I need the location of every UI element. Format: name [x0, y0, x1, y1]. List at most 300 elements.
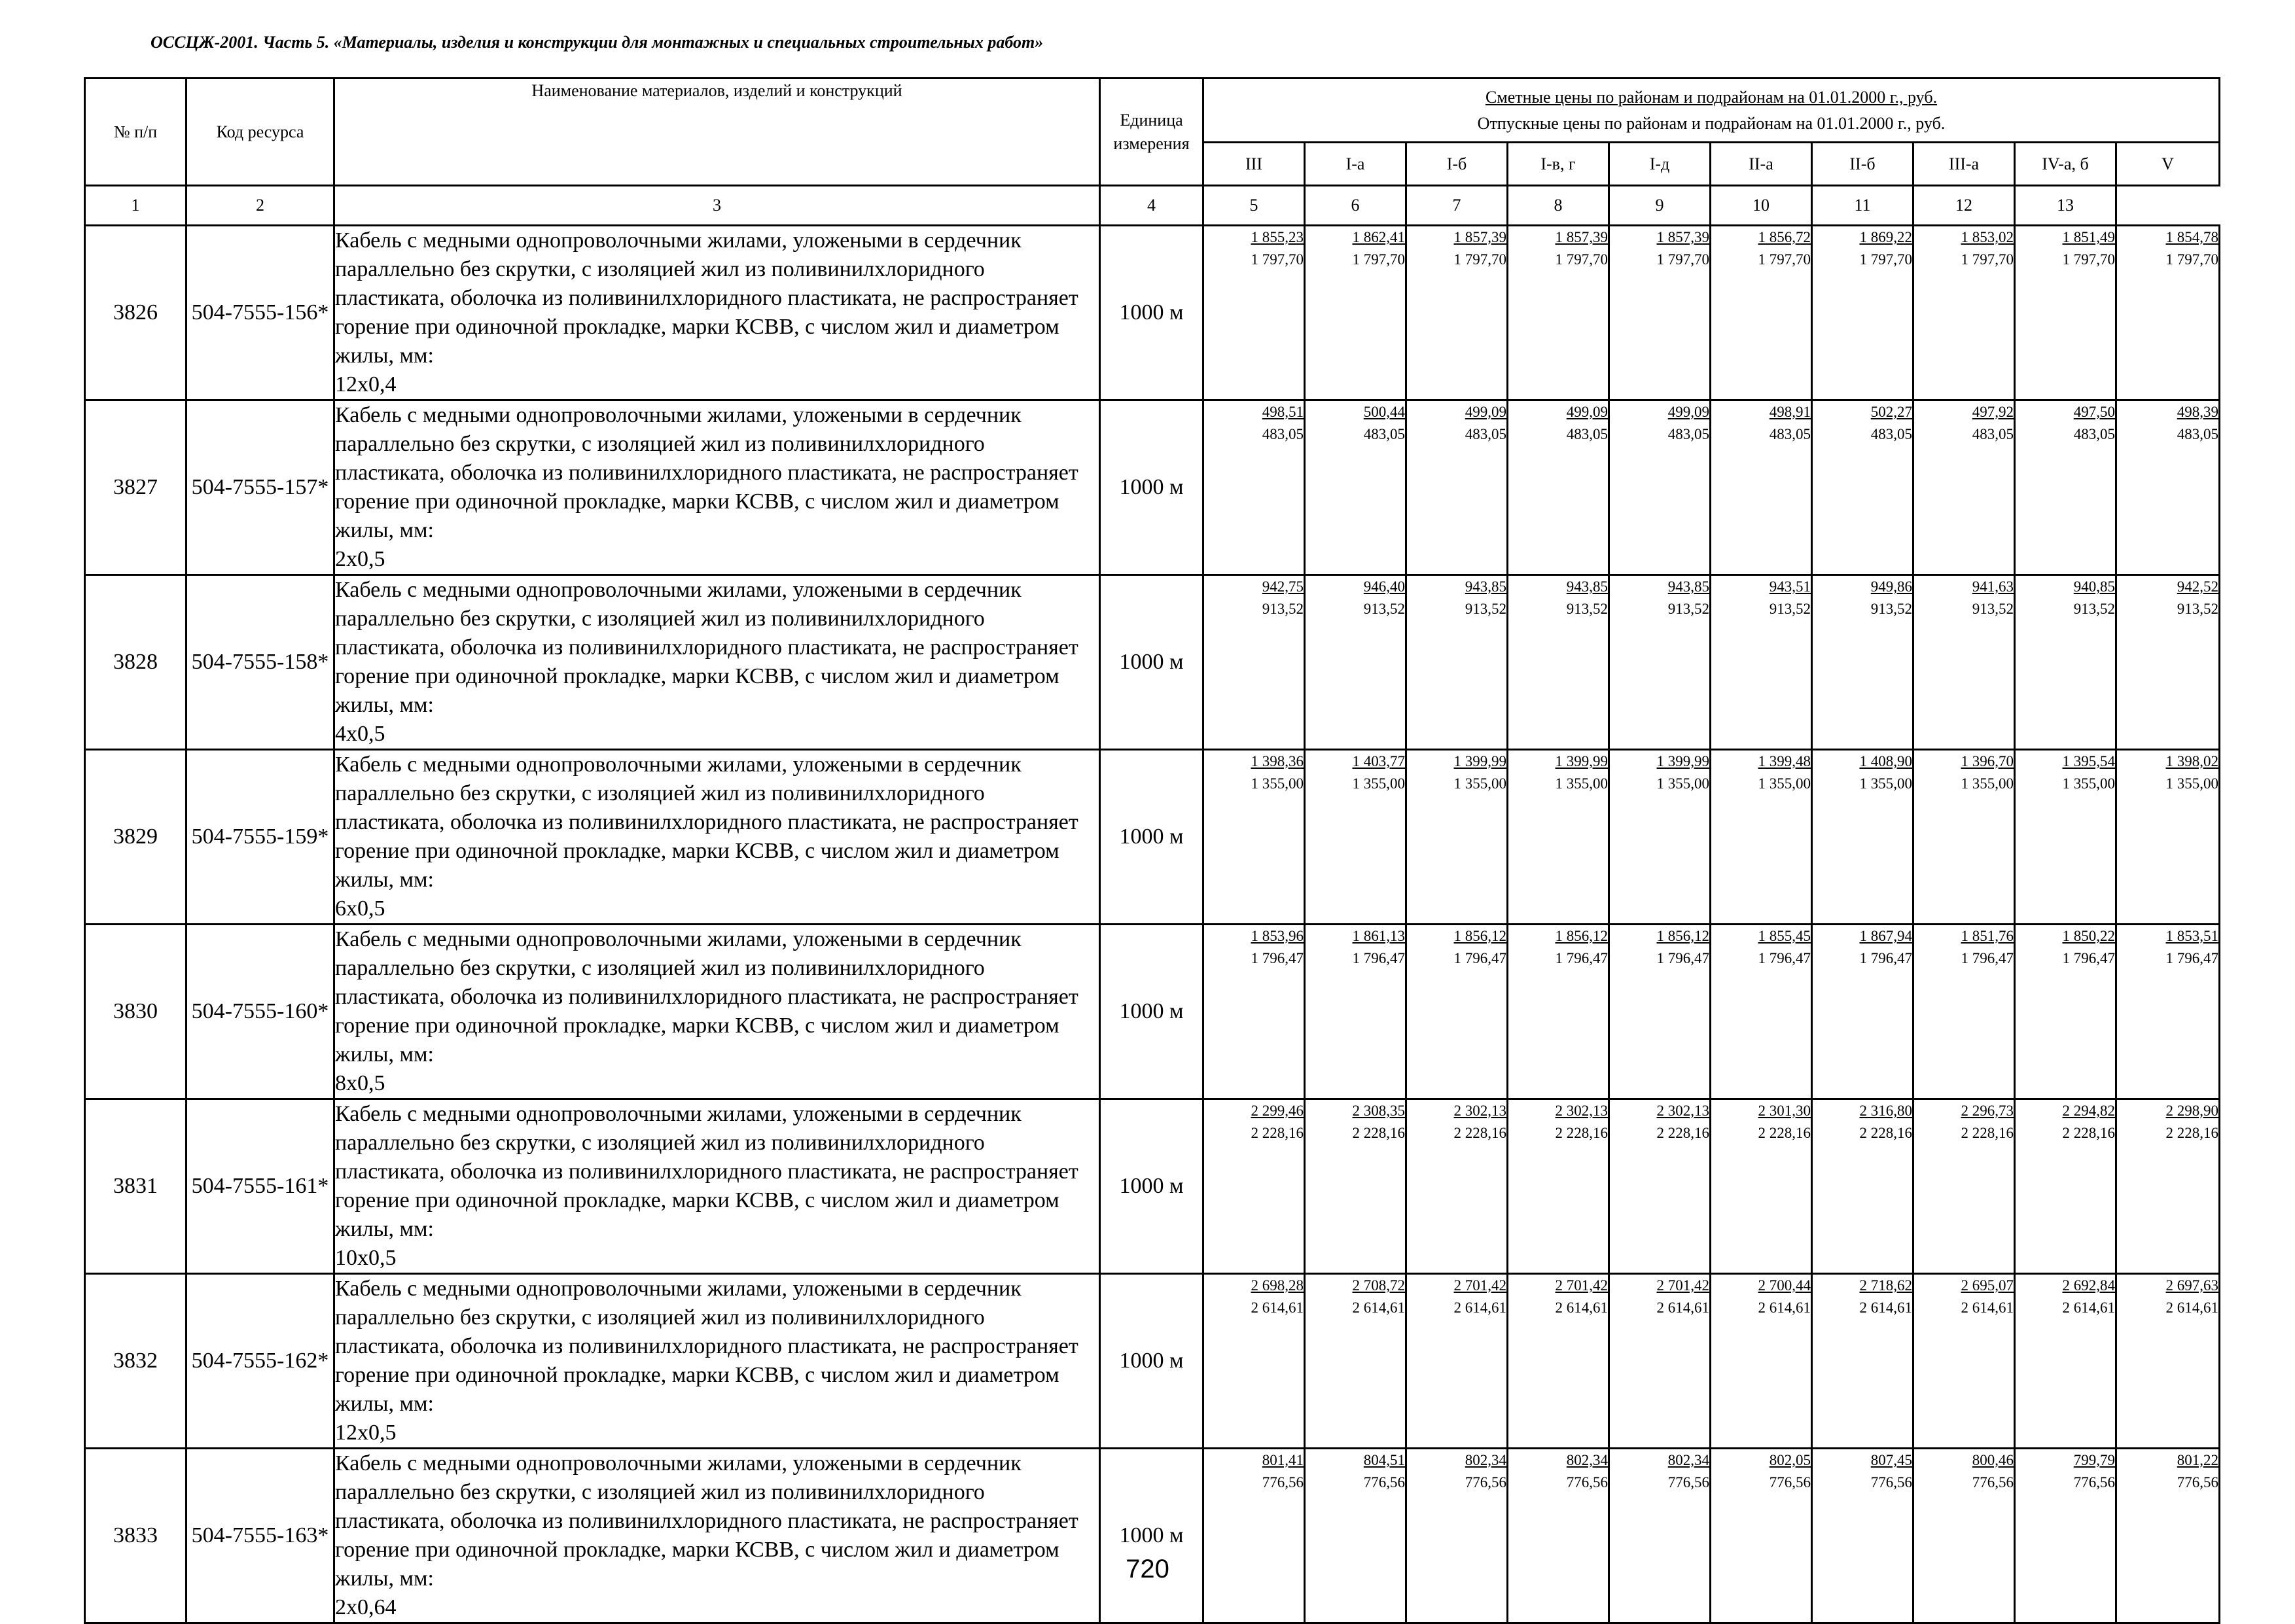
release-price: 483,05 [1262, 426, 1304, 442]
table-row [85, 400, 2220, 575]
estimate-price: 1 856,72 [1758, 229, 1811, 245]
estimate-price: 801,41 [1262, 1452, 1304, 1468]
header-unit: Единица измерения [1100, 79, 1203, 186]
estimate-price: 497,92 [1972, 404, 2014, 420]
estimate-price: 943,85 [1465, 578, 1506, 595]
unit-of-measure: 1000 м [1100, 750, 1203, 925]
header-region: I-в, г [1508, 143, 1609, 186]
header-release-prices: Отпускные цены по районам и подрайонам на 01.01.2000 г., руб. [1477, 113, 1946, 133]
header-region: I-б [1406, 143, 1508, 186]
unit-of-measure: 1000 м [1100, 575, 1203, 750]
estimate-price: 499,09 [1667, 404, 1709, 420]
price-cell [1913, 226, 2015, 400]
estimate-price: 1 398,36 [1251, 753, 1304, 769]
estimate-price: 2 302,13 [1453, 1103, 1506, 1119]
material-size: 2х0,64 [335, 1595, 397, 1619]
material-size: 2х0,5 [335, 547, 385, 571]
estimate-price: 1 399,99 [1453, 753, 1506, 769]
estimate-price: 1 867,94 [1859, 928, 1912, 944]
price-cell [1203, 1449, 1305, 1623]
unit-of-measure: 1000 м [1100, 400, 1203, 575]
price-cell [1406, 1274, 1508, 1449]
price-cell [1305, 575, 1406, 750]
table-row [85, 750, 2220, 925]
price-cell [1609, 1274, 1711, 1449]
estimate-price: 1 856,12 [1453, 928, 1506, 944]
price-cell [1812, 750, 1913, 925]
release-price: 483,05 [1363, 426, 1405, 442]
release-price: 1 797,70 [1352, 251, 1405, 268]
release-price: 2 228,16 [1656, 1125, 1709, 1141]
table-row [85, 1449, 2220, 1623]
price-cell [1305, 1274, 1406, 1449]
estimate-price: 2 316,80 [1859, 1103, 1912, 1119]
estimate-price: 2 298,90 [2165, 1103, 2219, 1119]
price-cell [1609, 1449, 1711, 1623]
release-price: 1 355,00 [1555, 775, 1608, 792]
release-price: 2 228,16 [1251, 1125, 1304, 1141]
price-cell [1913, 750, 2015, 925]
price-cell [1711, 400, 1812, 575]
header-region: III [1203, 143, 1305, 186]
unit-of-measure: 1000 м [1100, 1274, 1203, 1449]
unit-of-measure: 1000 м [1100, 226, 1203, 400]
price-cell [2015, 400, 2116, 575]
price-table [84, 77, 2220, 1624]
price-cell [1609, 1099, 1711, 1274]
price-cell [1913, 1449, 2015, 1623]
release-price: 2 228,16 [1453, 1125, 1506, 1141]
estimate-price: 2 299,46 [1251, 1103, 1304, 1119]
price-cell [1406, 400, 1508, 575]
estimate-price: 1 851,76 [1961, 928, 2014, 944]
estimate-price: 1 857,39 [1453, 229, 1506, 245]
release-price: 2 614,61 [1453, 1299, 1506, 1316]
material-description: Кабель с медными однопроволочными жилами, уложеными в сердечник параллельно без скрутки, с изоляцией жил из поливинилхлоридного пластиката, оболочка из поливинилхлоридного пластиката, не распространяет горение при одиночной прокладке, марки КСВВ, с числом жил и диаметром жилы, мм: [335, 578, 1078, 717]
price-cell [1203, 226, 1305, 400]
estimate-price: 941,63 [1972, 578, 2014, 595]
price-cell [1913, 1274, 2015, 1449]
header-num: № п/п [85, 79, 187, 186]
estimate-price: 800,46 [1972, 1452, 2014, 1468]
price-cell [1609, 750, 1711, 925]
price-cell [2116, 575, 2220, 750]
price-cell [1508, 1099, 1609, 1274]
release-price: 2 614,61 [2062, 1299, 2115, 1316]
row-number: 3826 [85, 226, 187, 400]
release-price: 1 796,47 [1961, 950, 2014, 966]
price-cell [1406, 1449, 1508, 1623]
estimate-price: 943,85 [1566, 578, 1608, 595]
estimate-price: 1 855,45 [1758, 928, 1811, 944]
release-price: 1 355,00 [2165, 775, 2219, 792]
release-price: 483,05 [1870, 426, 1912, 442]
release-price: 776,56 [1870, 1474, 1912, 1491]
release-price: 913,52 [1566, 601, 1608, 617]
price-cell [1812, 400, 1913, 575]
release-price: 1 797,70 [1555, 251, 1608, 268]
estimate-price: 498,91 [1769, 404, 1811, 420]
estimate-price: 2 296,73 [1961, 1103, 2014, 1119]
release-price: 913,52 [1972, 601, 2014, 617]
release-price: 913,52 [2073, 601, 2115, 617]
release-price: 483,05 [1972, 426, 2014, 442]
price-cell [1609, 575, 1711, 750]
estimate-price: 1 851,49 [2062, 229, 2115, 245]
release-price: 1 355,00 [1758, 775, 1811, 792]
estimate-price: 497,50 [2073, 404, 2115, 420]
resource-code: 504-7555-163* [187, 1449, 334, 1623]
estimate-price: 801,22 [2177, 1452, 2219, 1468]
column-number: 12 [1913, 186, 2015, 226]
price-cell [1812, 1449, 1913, 1623]
row-number: 3831 [85, 1099, 187, 1274]
material-name [334, 925, 1100, 1099]
release-price: 776,56 [1667, 1474, 1709, 1491]
column-number-row [85, 186, 2220, 226]
table-body [85, 226, 2220, 1623]
estimate-price: 499,09 [1465, 404, 1506, 420]
material-description: Кабель с медными однопроволочными жилами, уложеными в сердечник параллельно без скрутки, с изоляцией жил из поливинилхлоридного пластиката, оболочка из поливинилхлоридного пластиката, не распространяет горение при одиночной прокладке, марки КСВВ, с числом жил и диаметром жилы, мм: [335, 228, 1078, 368]
table-row [85, 1274, 2220, 1449]
table-header [85, 79, 2220, 226]
estimate-price: 2 718,62 [1859, 1277, 1912, 1294]
price-cell [2015, 575, 2116, 750]
price-cell [1406, 575, 1508, 750]
price-cell [1406, 925, 1508, 1099]
release-price: 776,56 [1769, 1474, 1811, 1491]
material-description: Кабель с медными однопроволочными жилами, уложеными в сердечник параллельно без скрутки, с изоляцией жил из поливинилхлоридного пластиката, оболочка из поливинилхлоридного пластиката, не распространяет горение при одиночной прокладке, марки КСВВ, с числом жил и диаметром жилы, мм: [335, 752, 1078, 892]
price-cell [1812, 1099, 1913, 1274]
resource-code: 504-7555-158* [187, 575, 334, 750]
estimate-price: 2 308,35 [1352, 1103, 1405, 1119]
estimate-price: 1 857,39 [1656, 229, 1709, 245]
material-name [334, 1274, 1100, 1449]
release-price: 1 355,00 [2062, 775, 2115, 792]
release-price: 2 614,61 [1251, 1299, 1304, 1316]
row-number: 3829 [85, 750, 187, 925]
header-prices [1203, 79, 2220, 143]
estimate-price: 1 395,54 [2062, 753, 2115, 769]
price-cell [1508, 1449, 1609, 1623]
release-price: 1 797,70 [1251, 251, 1304, 268]
release-price: 1 796,47 [2062, 950, 2115, 966]
estimate-price: 1 853,02 [1961, 229, 2014, 245]
price-cell [2015, 1274, 2116, 1449]
table-row [85, 1099, 2220, 1274]
estimate-price: 500,44 [1363, 404, 1405, 420]
estimate-price: 1 856,12 [1656, 928, 1709, 944]
estimate-price: 2 692,84 [2062, 1277, 2115, 1294]
price-cell [1305, 226, 1406, 400]
price-cell [1305, 1099, 1406, 1274]
release-price: 2 228,16 [1555, 1125, 1608, 1141]
release-price: 2 228,16 [1352, 1125, 1405, 1141]
price-cell [1812, 226, 1913, 400]
estimate-price: 1 408,90 [1859, 753, 1912, 769]
release-price: 1 797,70 [1656, 251, 1709, 268]
price-cell [1305, 1449, 1406, 1623]
release-price: 483,05 [2177, 426, 2219, 442]
price-cell [1609, 925, 1711, 1099]
price-cell [2116, 400, 2220, 575]
price-cell [2015, 226, 2116, 400]
material-description: Кабель с медными однопроволочными жилами, уложеными в сердечник параллельно без скрутки, с изоляцией жил из поливинилхлоридного пластиката, оболочка из поливинилхлоридного пластиката, не распространяет горение при одиночной прокладке, марки КСВВ, с числом жил и диаметром жилы, мм: [335, 1102, 1078, 1241]
release-price: 1 796,47 [1555, 950, 1608, 966]
estimate-price: 1 399,99 [1555, 753, 1608, 769]
material-name [334, 226, 1100, 400]
release-price: 913,52 [1769, 601, 1811, 617]
header-region: V [2116, 143, 2220, 186]
column-number: 3 [334, 186, 1100, 226]
resource-code: 504-7555-161* [187, 1099, 334, 1274]
release-price: 2 614,61 [1555, 1299, 1608, 1316]
estimate-price: 1 853,96 [1251, 928, 1304, 944]
column-number: 1 [85, 186, 187, 226]
price-cell [2116, 925, 2220, 1099]
release-price: 1 796,47 [2165, 950, 2219, 966]
price-cell [1305, 750, 1406, 925]
release-price: 2 614,61 [1758, 1299, 1811, 1316]
price-cell [1711, 575, 1812, 750]
price-cell [1203, 400, 1305, 575]
estimate-price: 1 853,51 [2165, 928, 2219, 944]
price-cell [1203, 1099, 1305, 1274]
unit-of-measure: 1000 м [1100, 1449, 1203, 1623]
release-price: 913,52 [1262, 601, 1304, 617]
price-cell [2015, 1449, 2116, 1623]
resource-code: 504-7555-162* [187, 1274, 334, 1449]
price-cell [1711, 1099, 1812, 1274]
release-price: 1 797,70 [1453, 251, 1506, 268]
column-number: 8 [1508, 186, 1609, 226]
release-price: 1 355,00 [1352, 775, 1405, 792]
release-price: 776,56 [1363, 1474, 1405, 1491]
release-price: 483,05 [1769, 426, 1811, 442]
release-price: 776,56 [1566, 1474, 1608, 1491]
price-cell [1609, 226, 1711, 400]
price-cell [1812, 925, 1913, 1099]
release-price: 776,56 [1972, 1474, 2014, 1491]
estimate-price: 498,51 [1262, 404, 1304, 420]
estimate-price: 1 861,13 [1352, 928, 1405, 944]
release-price: 913,52 [1870, 601, 1912, 617]
release-price: 483,05 [1465, 426, 1506, 442]
price-cell [1203, 925, 1305, 1099]
estimate-price: 802,34 [1465, 1452, 1506, 1468]
price-cell [1203, 750, 1305, 925]
release-price: 2 228,16 [1859, 1125, 1912, 1141]
release-price: 2 228,16 [2165, 1125, 2219, 1141]
release-price: 1 796,47 [1251, 950, 1304, 966]
release-price: 1 796,47 [1656, 950, 1709, 966]
price-cell [1711, 1274, 1812, 1449]
estimate-price: 799,79 [2073, 1452, 2115, 1468]
header-region: II-б [1812, 143, 1913, 186]
release-price: 1 796,47 [1352, 950, 1405, 966]
table-row [85, 925, 2220, 1099]
estimate-price: 1 850,22 [2062, 928, 2115, 944]
release-price: 1 796,47 [1859, 950, 1912, 966]
estimate-price: 1 399,99 [1656, 753, 1709, 769]
material-size: 10х0,5 [335, 1246, 397, 1270]
price-cell [1913, 925, 2015, 1099]
header-name: Наименование материалов, изделий и конструкций [334, 79, 1100, 186]
price-cell [1508, 1274, 1609, 1449]
resource-code: 504-7555-157* [187, 400, 334, 575]
column-number: 2 [187, 186, 334, 226]
estimate-price: 2 701,42 [1555, 1277, 1608, 1294]
estimate-price: 943,51 [1769, 578, 1811, 595]
release-price: 2 614,61 [1961, 1299, 2014, 1316]
material-size: 6х0,5 [335, 896, 385, 921]
release-price: 483,05 [1566, 426, 1608, 442]
material-description: Кабель с медными однопроволочными жилами, уложеными в сердечник параллельно без скрутки, с изоляцией жил из поливинилхлоридного пластиката, оболочка из поливинилхлоридного пластиката, не распространяет горение при одиночной прокладке, марки КСВВ, с числом жил и диаметром жилы, мм: [335, 1451, 1078, 1591]
estimate-price: 949,86 [1870, 578, 1912, 595]
material-size: 12х0,5 [335, 1421, 397, 1445]
release-price: 776,56 [2177, 1474, 2219, 1491]
price-cell [2015, 925, 2116, 1099]
material-name [334, 1099, 1100, 1274]
release-price: 2 614,61 [1859, 1299, 1912, 1316]
estimate-price: 2 708,72 [1352, 1277, 1405, 1294]
column-number: 10 [1711, 186, 1812, 226]
estimate-price: 1 855,23 [1251, 229, 1304, 245]
release-price: 1 355,00 [1453, 775, 1506, 792]
column-number: 6 [1305, 186, 1406, 226]
estimate-price: 946,40 [1363, 578, 1405, 595]
price-cell [1203, 575, 1305, 750]
price-cell [1913, 575, 2015, 750]
release-price: 913,52 [1465, 601, 1506, 617]
resource-code: 504-7555-160* [187, 925, 334, 1099]
estimate-price: 2 701,42 [1656, 1277, 1709, 1294]
price-cell [1812, 575, 1913, 750]
price-cell [1203, 1274, 1305, 1449]
estimate-price: 499,09 [1566, 404, 1608, 420]
price-cell [2015, 1099, 2116, 1274]
estimate-price: 1 398,02 [2165, 753, 2219, 769]
release-price: 2 614,61 [1656, 1299, 1709, 1316]
release-price: 483,05 [1667, 426, 1709, 442]
release-price: 776,56 [1262, 1474, 1304, 1491]
column-number: 9 [1609, 186, 1711, 226]
price-cell [1711, 226, 1812, 400]
estimate-price: 1 854,78 [2165, 229, 2219, 245]
price-cell [1305, 925, 1406, 1099]
price-cell [1913, 1099, 2015, 1274]
estimate-price: 502,27 [1870, 404, 1912, 420]
price-cell [1711, 925, 1812, 1099]
release-price: 913,52 [1667, 601, 1709, 617]
release-price: 1 797,70 [1758, 251, 1811, 268]
estimate-price: 2 294,82 [2062, 1103, 2115, 1119]
estimate-price: 2 695,07 [1961, 1277, 2014, 1294]
price-cell [1508, 226, 1609, 400]
estimate-price: 2 698,28 [1251, 1277, 1304, 1294]
page-number: 720 [1126, 1555, 1169, 1583]
price-cell [1305, 400, 1406, 575]
release-price: 1 355,00 [1656, 775, 1709, 792]
column-number: 7 [1406, 186, 1508, 226]
estimate-price: 1 399,48 [1758, 753, 1811, 769]
row-number: 3828 [85, 575, 187, 750]
resource-code: 504-7555-159* [187, 750, 334, 925]
price-cell [1406, 750, 1508, 925]
release-price: 776,56 [1465, 1474, 1506, 1491]
header-region: II-а [1711, 143, 1812, 186]
material-size: 12х0,4 [335, 372, 397, 397]
material-description: Кабель с медными однопроволочными жилами, уложеными в сердечник параллельно без скрутки, с изоляцией жил из поливинилхлоридного пластиката, оболочка из поливинилхлоридного пластиката, не распространяет горение при одиночной прокладке, марки КСВВ, с числом жил и диаметром жилы, мм: [335, 927, 1078, 1067]
estimate-price: 940,85 [2073, 578, 2115, 595]
row-number: 3827 [85, 400, 187, 575]
price-cell [1406, 226, 1508, 400]
header-region: IV-а, б [2015, 143, 2116, 186]
table-row [85, 575, 2220, 750]
material-size: 8х0,5 [335, 1071, 385, 1095]
estimate-price: 2 301,30 [1758, 1103, 1811, 1119]
release-price: 2 614,61 [1352, 1299, 1405, 1316]
price-cell [2116, 1274, 2220, 1449]
row-number: 3832 [85, 1274, 187, 1449]
header-code: Код ресурса [187, 79, 334, 186]
header-estimate-prices: Сметные цены по районам и подрайонам на 01.01.2000 г., руб. [1485, 87, 1938, 107]
material-name [334, 400, 1100, 575]
release-price: 1 355,00 [1961, 775, 2014, 792]
resource-code: 504-7555-156* [187, 226, 334, 400]
estimate-price: 802,34 [1667, 1452, 1709, 1468]
material-name [334, 1449, 1100, 1623]
unit-of-measure: 1000 м [1100, 925, 1203, 1099]
estimate-price: 802,34 [1566, 1452, 1608, 1468]
header-region: I-а [1305, 143, 1406, 186]
estimate-price: 1 396,70 [1961, 753, 2014, 769]
release-price: 1 796,47 [1453, 950, 1506, 966]
table-row [85, 226, 2220, 400]
price-cell [1508, 400, 1609, 575]
row-number: 3830 [85, 925, 187, 1099]
price-cell [2116, 1449, 2220, 1623]
row-number: 3833 [85, 1449, 187, 1623]
estimate-price: 1 857,39 [1555, 229, 1608, 245]
material-name [334, 750, 1100, 925]
price-cell [1711, 750, 1812, 925]
release-price: 1 797,70 [1859, 251, 1912, 268]
release-price: 1 796,47 [1758, 950, 1811, 966]
price-cell [1508, 925, 1609, 1099]
material-description: Кабель с медными однопроволочными жилами, уложеными в сердечник параллельно без скрутки, с изоляцией жил из поливинилхлоридного пластиката, оболочка из поливинилхлоридного пластиката, не распространяет горение при одиночной прокладке, марки КСВВ, с числом жил и диаметром жилы, мм: [335, 1277, 1078, 1416]
estimate-price: 1 856,12 [1555, 928, 1608, 944]
material-name [334, 575, 1100, 750]
estimate-price: 807,45 [1870, 1452, 1912, 1468]
price-cell [1913, 400, 2015, 575]
price-cell [2116, 1099, 2220, 1274]
unit-of-measure: 1000 м [1100, 1099, 1203, 1274]
release-price: 2 228,16 [2062, 1125, 2115, 1141]
estimate-price: 2 700,44 [1758, 1277, 1811, 1294]
estimate-price: 943,85 [1667, 578, 1709, 595]
estimate-price: 2 701,42 [1453, 1277, 1506, 1294]
estimate-price: 1 869,22 [1859, 229, 1912, 245]
release-price: 776,56 [2073, 1474, 2115, 1491]
release-price: 2 614,61 [2165, 1299, 2219, 1316]
estimate-price: 1 403,77 [1352, 753, 1405, 769]
estimate-price: 2 302,13 [1555, 1103, 1608, 1119]
release-price: 1 355,00 [1859, 775, 1912, 792]
column-number: 13 [2015, 186, 2116, 226]
release-price: 2 228,16 [1758, 1125, 1811, 1141]
material-description: Кабель с медными однопроволочными жилами, уложеными в сердечник параллельно без скрутки, с изоляцией жил из поливинилхлоридного пластиката, оболочка из поливинилхлоридного пластиката, не распространяет горение при одиночной прокладке, марки КСВВ, с числом жил и диаметром жилы, мм: [335, 403, 1078, 542]
